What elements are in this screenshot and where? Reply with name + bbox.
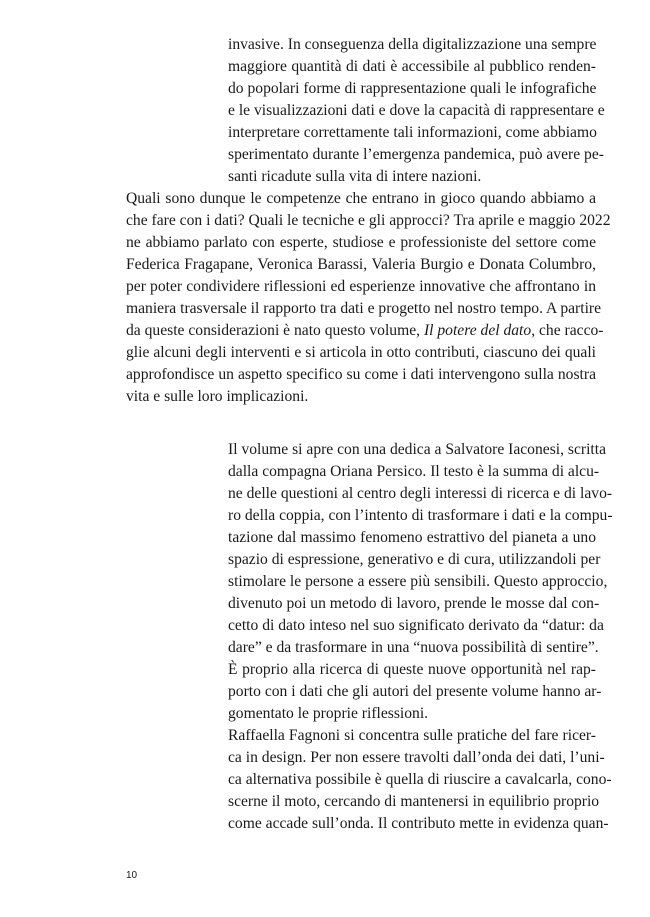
book-title: Il potere del dato (423, 322, 532, 339)
text-line: ne delle questioni al centro degli interessi di ricerca e di lavo- (228, 485, 613, 502)
text-line: stimolare le persone a essere più sensibili. Questo approccio, (228, 573, 608, 590)
text-line: È proprio alla ricerca di queste nuove opportunità nel rap- (228, 661, 596, 678)
text-segment: , che racco- (531, 322, 604, 339)
text-line: santi ricadute sulla vita di intere nazioni. (228, 168, 482, 185)
text-line: ne abbiamo parlato con esperte, studiose e professioniste del settore come (126, 234, 596, 251)
text-line: divenuto poi un metodo di lavoro, prende le mosse dal con- (228, 595, 600, 612)
text-line: ro della coppia, con l’intento di trasformare i dati e la compu- (228, 507, 613, 524)
text-line: gomentato le proprie riflessioni. (228, 705, 429, 722)
text-line: ca in design. Per non essere travolti dall’onda dei dati, l’uni- (228, 749, 605, 766)
text-line: porto con i dati che gli autori del presente volume hanno ar- (228, 683, 602, 700)
text-line: tazione dal massimo fenomeno estrattivo del pianeta a uno (228, 529, 596, 546)
text-line: sperimentato durante l’emergenza pandemica, può avere pe- (228, 146, 604, 163)
text-line: cetto di dato inteso nel suo significato derivato da “datur: da (228, 617, 604, 634)
text-line: Federica Fragapane, Veronica Barassi, Valeria Burgio e Donata Columbro, (126, 256, 596, 273)
text-line: Raffaella Fagnoni si concentra sulle pratiche del fare ricer- (228, 727, 596, 744)
text-line: e le visualizzazioni dati e dove la capacità di rappresentare e (228, 102, 605, 119)
text-line: Quali sono dunque le competenze che entrano in gioco quando abbiamo a (126, 190, 596, 207)
text-line: maggiore quantità di dati è accessibile al pubblico renden- (228, 58, 596, 75)
page-number: 10 (126, 870, 138, 881)
text-line: Il volume si apre con una dedica a Salvatore Iaconesi, scritta (228, 441, 606, 458)
text-segment: da queste considerazioni è nato questo volume, (126, 322, 421, 339)
text-line (126, 320, 604, 342)
text-line: glie alcuni degli interventi e si articola in otto contributi, ciascuno dei quali (126, 344, 596, 361)
text-line: ca alternativa possibile è quella di riuscire a cavalcarla, cono- (228, 771, 612, 788)
text-line: interpretare correttamente tali informazioni, come abbiamo (228, 124, 597, 141)
text-line: do popolari forme di rappresentazione quali le infografiche (228, 80, 597, 97)
text-line: spazio di espressione, generativo e di cura, utilizzandoli per (228, 551, 601, 568)
text-line: per poter condividere riflessioni ed esperienze innovative che affrontano in (126, 278, 596, 295)
text-line: approfondisce un aspetto specifico su come i dati intervengono sulla nostra (126, 366, 596, 383)
text-line: come accade sull’onda. Il contributo mette in evidenza quan- (228, 815, 609, 832)
text-line: scerne il moto, cercando di mantenersi in equilibrio proprio (228, 793, 600, 810)
text-line: maniera trasversale il rapporto tra dati e progetto nel nostro tempo. A partire (126, 300, 602, 317)
text-line: dalla compagna Oriana Persico. Il testo è la summa di alcu- (228, 463, 600, 480)
text-line: invasive. In conseguenza della digitalizzazione una sempre (228, 36, 597, 53)
text-line: dare” e da trasformare in una “nuova possibilità di sentire”. (228, 639, 599, 656)
text-line: che fare con i dati? Quali le tecniche e gli approcci? Tra aprile e maggio 2022 (126, 212, 611, 229)
text-line: vita e sulle loro implicazioni. (126, 388, 309, 405)
